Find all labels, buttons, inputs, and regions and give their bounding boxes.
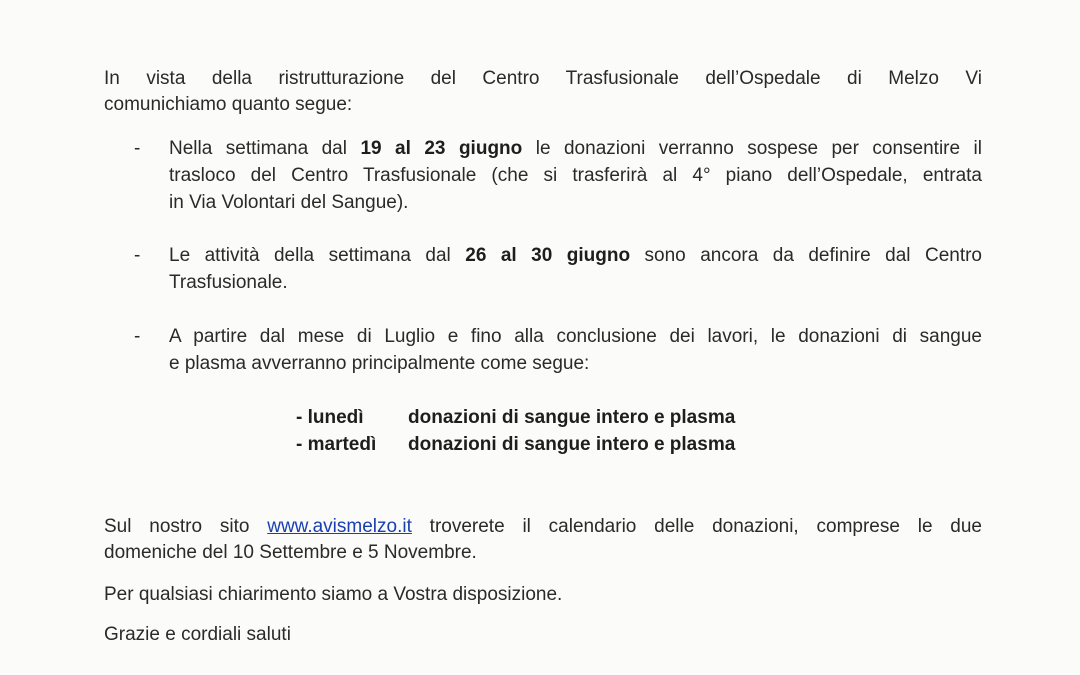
schedule-day: - lunedì xyxy=(296,407,364,428)
schedule-block xyxy=(296,404,735,458)
closing-availability: Per qualsiasi chiarimento siamo a Vostra disposizione. xyxy=(104,584,563,605)
intro-line-2: comunichiamo quanto segue: xyxy=(104,94,353,115)
list-item-line: Le attività della settimana dal 26 al 30 giugno sono ancora da definire dal Centro xyxy=(169,245,982,266)
closing-greetings: Grazie e cordiali saluti xyxy=(104,624,291,645)
intro-paragraph xyxy=(104,66,982,118)
bullet-dash: - xyxy=(134,138,141,159)
intro-line-1: In vista della ristrutturazione del Centro Trasfusionale dell’Ospedale di Melzo Vi xyxy=(104,68,982,89)
list-item-line: in Via Volontari del Sangue). xyxy=(169,192,409,213)
list-item-line: Nella settimana dal 19 al 23 giugno le donazioni verranno sospese per consentire il xyxy=(169,138,982,159)
schedule-desc: donazioni di sangue intero e plasma xyxy=(408,434,736,455)
website-link[interactable]: www.avismelzo.it xyxy=(267,516,412,537)
date-range-26-30: 26 al 30 giugno xyxy=(465,245,631,266)
schedule-row-tuesday xyxy=(296,431,735,458)
bullet-dash: - xyxy=(134,245,141,266)
website-line-2: domeniche del 10 Settembre e 5 Novembre. xyxy=(104,542,477,563)
bullet-dash: - xyxy=(134,326,141,347)
list-item-line: Trasfusionale. xyxy=(169,272,288,293)
website-paragraph xyxy=(104,514,982,566)
schedule-row-monday xyxy=(296,404,735,431)
website-line-1: Sul nostro sito www.avismelzo.it troverete il calendario delle donazioni, comprese le due xyxy=(104,516,982,537)
list-item-line: trasloco del Centro Trasfusionale (che si trasferirà al 4° piano dell’Ospedale, entrata xyxy=(169,165,982,186)
date-range-19-23: 19 al 23 giugno xyxy=(360,138,523,159)
list-item-line: A partire dal mese di Luglio e fino alla conclusione dei lavori, le donazioni di sangue xyxy=(169,326,982,347)
schedule-desc: donazioni di sangue intero e plasma xyxy=(408,407,736,428)
schedule-day: - martedì xyxy=(296,434,377,455)
list-item-line: e plasma avverranno principalmente come segue: xyxy=(169,353,590,374)
